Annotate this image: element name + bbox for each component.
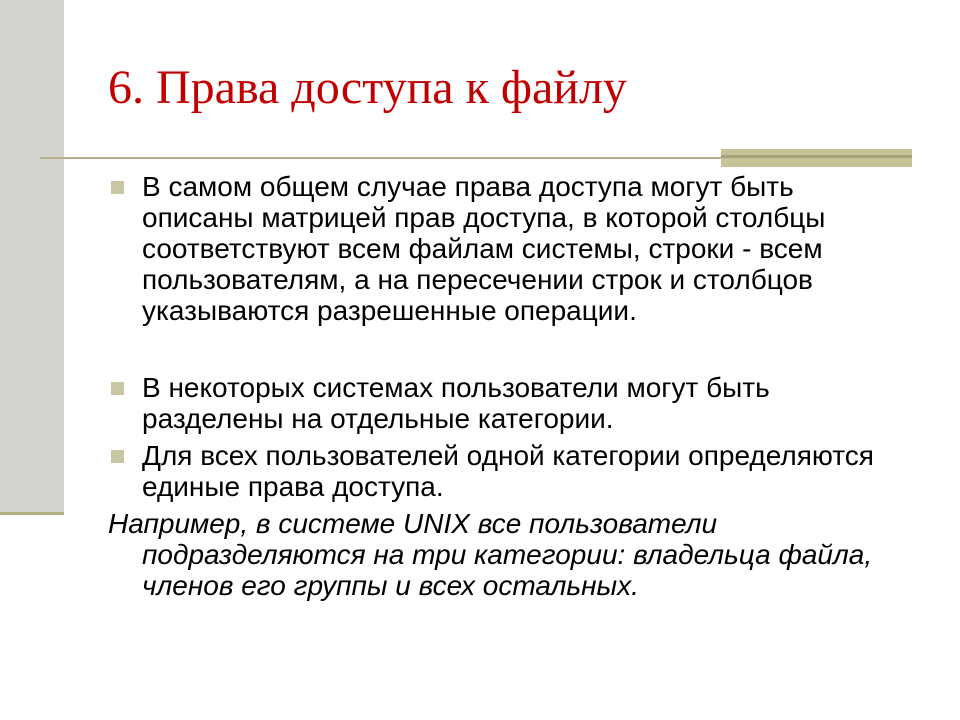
title-divider-accent-line bbox=[721, 155, 912, 158]
bullet-text: В некоторых системах пользователи могут быть разделены на отдельные категории. bbox=[142, 372, 770, 434]
square-bullet-icon bbox=[111, 450, 124, 463]
slide-title: 6. Права доступа к файлу bbox=[108, 61, 627, 114]
example-note: Например, в системе UNIX все пользователи подразделяются на три категории: владельца файла, членов его группы и всех остальных. bbox=[108, 508, 873, 601]
bullet-text: Для всех пользователей одной категории определяются единые права доступа. bbox=[142, 440, 874, 502]
slide-content bbox=[108, 171, 908, 601]
bullet-text: В самом общем случае права доступа могут быть описаны матрицей прав доступа, в которой столбцы соответствуют всем файлам системы, строки - всем пользователям, а на пересечении строк и столбцов указываются разрешенные операции. bbox=[142, 171, 826, 326]
left-decor-band bbox=[0, 0, 64, 512]
square-bullet-icon bbox=[111, 382, 124, 395]
bullet-item bbox=[108, 171, 908, 326]
square-bullet-icon bbox=[111, 181, 124, 194]
bullet-item bbox=[108, 372, 908, 434]
title-divider-accent bbox=[721, 149, 912, 167]
bullet-item bbox=[108, 440, 908, 502]
left-decor-underline bbox=[0, 512, 64, 515]
